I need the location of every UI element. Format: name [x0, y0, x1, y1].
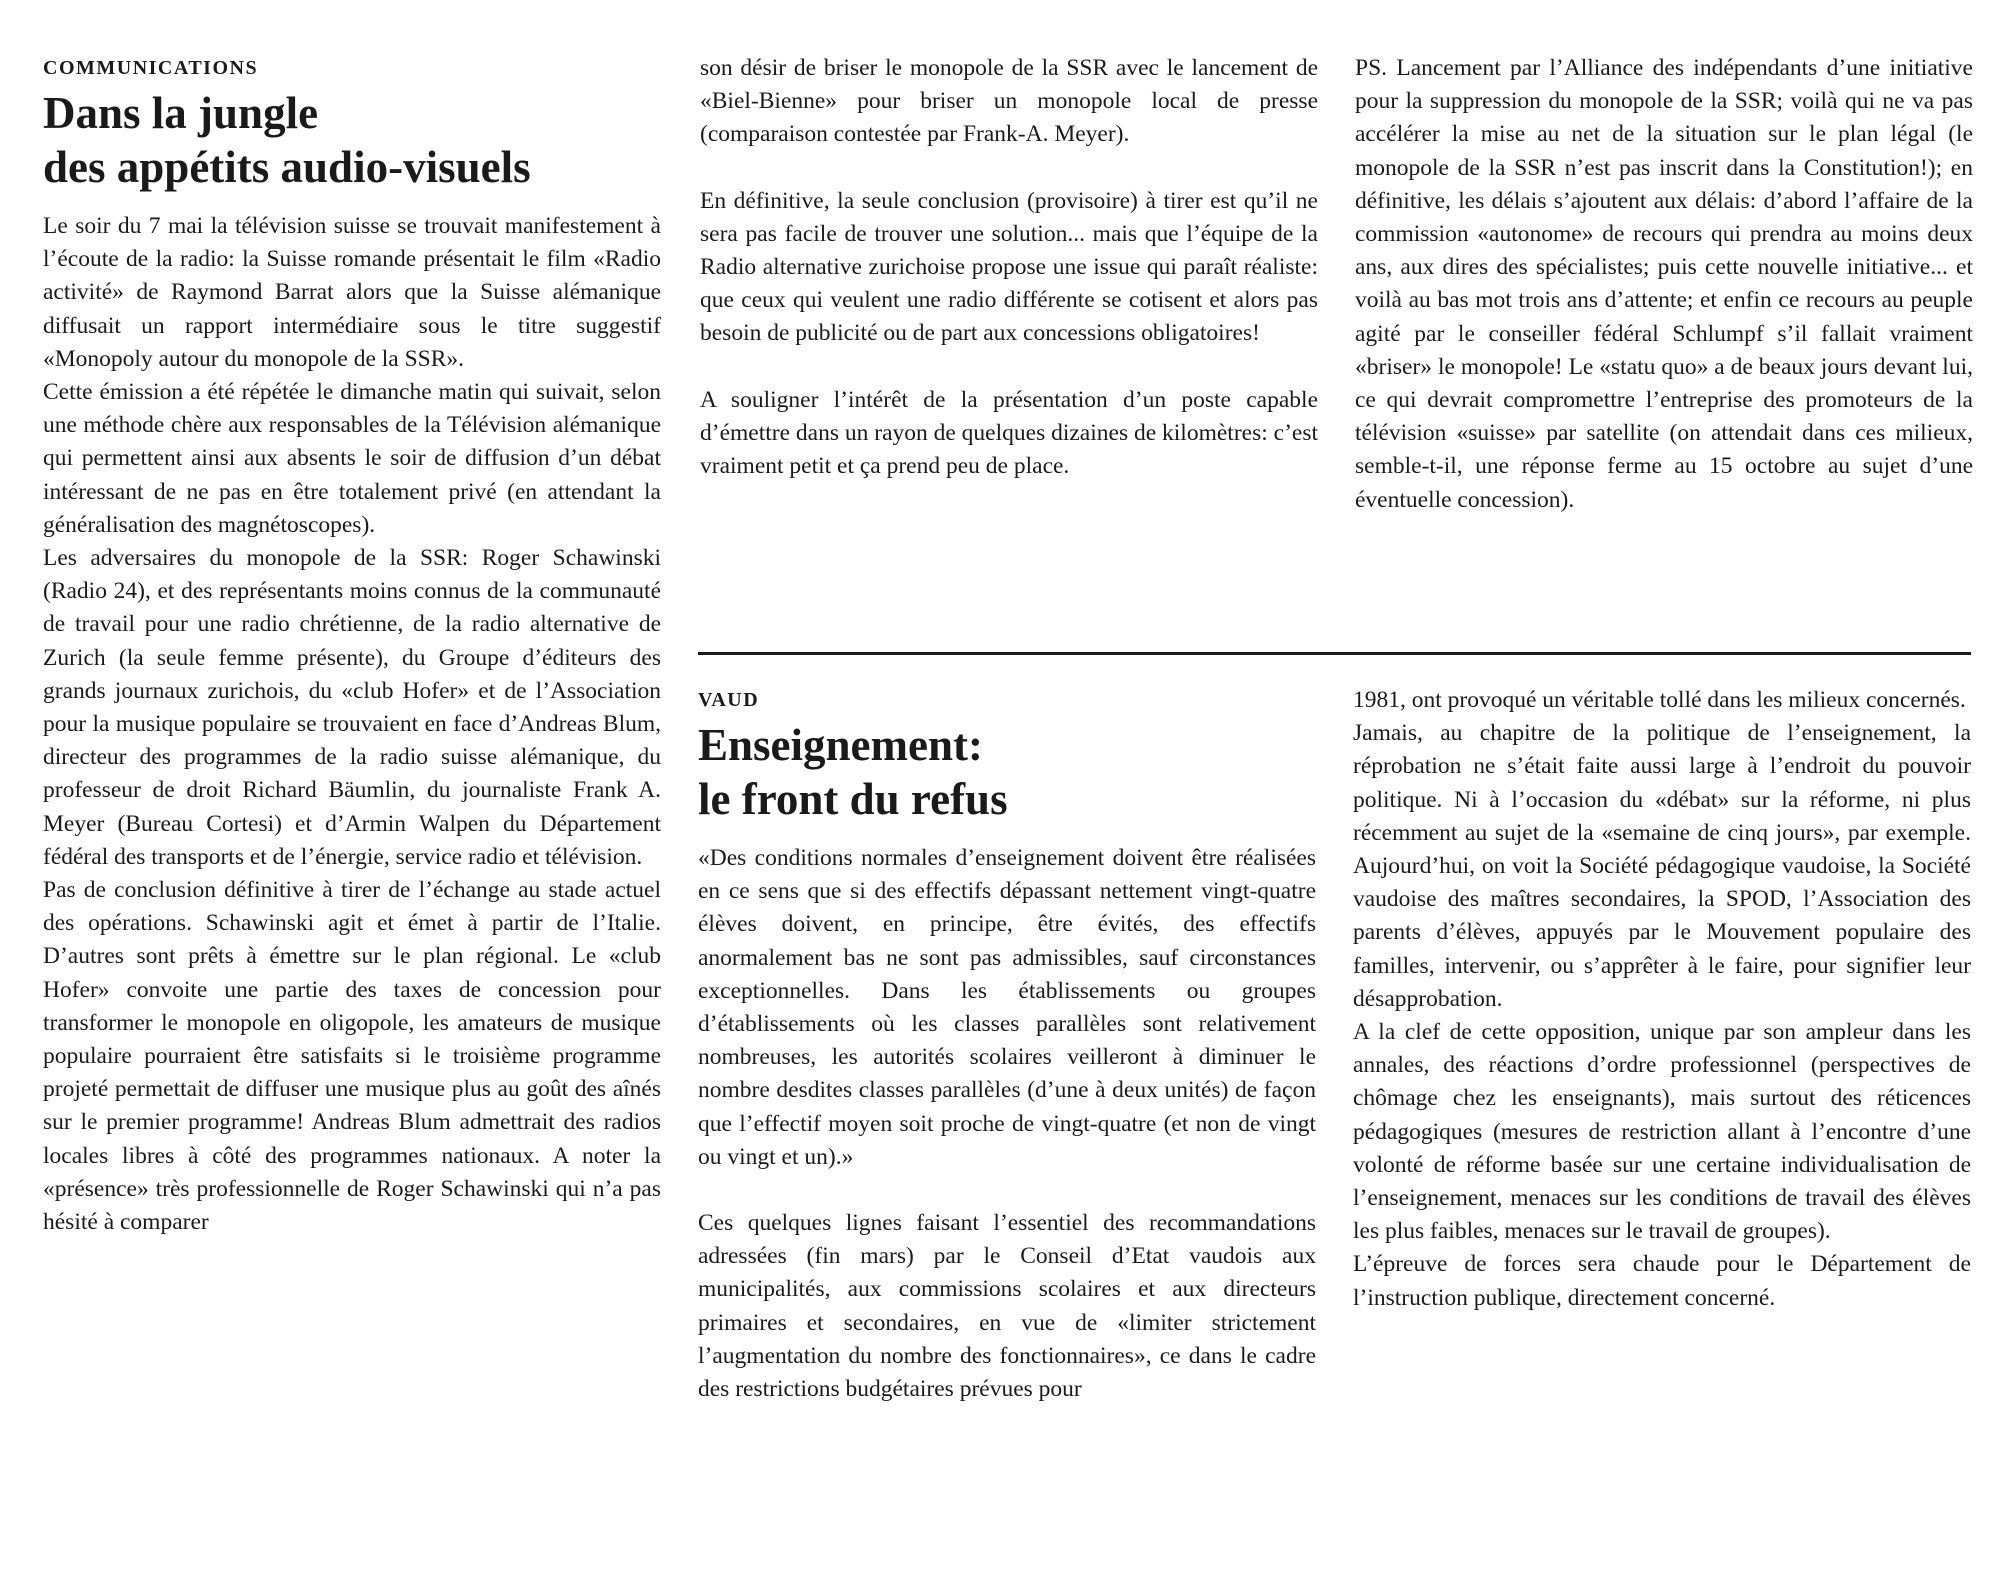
article2-paragraph: L’épreuve de forces sera chaude pour le Département de l’instruction publique, directement concerné.	[1353, 1251, 1971, 1311]
article1-paragraph: Le soir du 7 mai la télévision suisse se trouvait manifestement à l’écoute de la radio: la Suisse romande présentait le film «Radio activité» de Raymond Barrat alors que la Suisse alémanique diffusait un rapport intermédiaire sous le titre suggestif «Monopoly autour du monopole de la SSR».	[43, 213, 661, 372]
article2-paragraph: Jamais, au chapitre de la politique de l’enseignement, la réprobation ne s’était faite aussi large à l’endroit du pouvoir politique. Ni à l’occasion du «débat» sur la réforme, ni plus récemment au sujet de la «semaine de cinq jours», par exemple. Aujourd’hui, on voit la Société pédagogique vaudoise, la Société vaudoise des maîtres secondaires, la SPOD, l’Association des parents d’élèves, appuyés par le Mouvement populaire des familles, intervenir, ou s’apprêter à le faire, pour signifier leur désapprobation.	[1353, 720, 1971, 1012]
article2-paragraph: Ces quelques lignes faisant l’essentiel des recommandations adressées (fin mars) par le Conseil d’Etat vaudois aux municipalités, aux commissions scolaires et aux directeurs primaires et secondaires, en vue de «limiter strictement l’augmentation du nombre des fonctionnaires», ce dans le cadre des restrictions budgétaires prévues pour	[698, 1210, 1316, 1403]
article1-paragraph: A souligner l’intérêt de la présentation d’un poste capable d’émettre dans un rayon de quelques dizaines de kilomètres: c’est vraiment petit et ça prend peu de place.	[700, 386, 1318, 480]
article1-paragraph: Pas de conclusion définitive à tirer de l’échange au stade actuel des opérations. Schawinski agit et émet à partir de l’Italie. D’autres sont prêts à émettre sur le plan régional. Le «club Hofer» convoite une partie des taxes de concession pour transformer le monopole en oligopole, les amateurs de musique populaire pourraient être satisfaits si le troisième programme projeté permettait de diffuser une musique plus au goût des aînés sur le premier programme! Andreas Blum admettrait des radios locales libres à côté des programmes nationaux. A noter la «présence» très professionnelle de Roger Schawinski qui n’a pas hésité à comparer	[43, 877, 661, 1236]
article1-paragraph: Cette émission a été répétée le dimanche matin qui suivait, selon une méthode chère aux responsables de la Télévision alémanique qui permettent ainsi aux absents le soir de diffusion d’un débat intéressant de ne pas en être totalement privé (en attendant la généralisation des magnétoscopes).	[43, 379, 661, 538]
article1-paragraph: Les adversaires du monopole de la SSR: Roger Schawinski (Radio 24), et des représentants moins connus de la communauté de travail pour une radio chrétienne, de la radio alternative de Zurich (la seule femme présente), du Groupe d’éditeurs des grands journaux zurichois, du «club Hofer» et de l’Association pour la musique populaire se trouvaient en face d’Andreas Blum, directeur des programmes de la radio suisse alémanique, du professeur de droit Richard Bäumlin, du journaliste Frank A. Meyer (Bureau Cortesi) et d’Armin Walpen du Département fédéral des transports et de l’énergie, service radio et télévision.	[43, 545, 661, 870]
article1-paragraph: son désir de briser le monopole de la SSR avec le lancement de «Biel-Bienne» pour briser un monopole local de presse (comparaison contestée par Frank-A. Meyer).	[700, 55, 1318, 148]
article2-column3	[1353, 684, 1971, 1315]
article1-paragraph: En définitive, la seule conclusion (provisoire) à tirer est qu’il ne sera pas facile de trouver une solution... mais que l’équipe de la Radio alternative zurichoise propose une issue qui paraît réaliste: que ceux qui veulent une radio différente se cotisent et alors pas besoin de publicité ou de part aux concessions obligatoires!	[700, 187, 1318, 347]
article1-column2	[700, 52, 1318, 483]
section-divider	[698, 652, 1971, 655]
article2-column2	[698, 688, 1316, 1406]
article2-paragraph: A la clef de cette opposition, unique par son ampleur dans les annales, des réactions d’ordre professionnel (perspectives de chômage chez les enseignants), mais surtout des réticences pédagogiques (mesures de restriction allant à l’encontre d’une volonté de réforme basée sur une certaine individualisation de l’enseignement, menaces sur les conditions de travail des élèves les plus faibles, menaces sur le travail de groupes).	[1353, 1019, 1971, 1245]
article2-headline	[698, 718, 1316, 826]
article1-column1	[43, 56, 661, 1239]
article2-paragraph: 1981, ont provoqué un véritable tollé dans les milieux concernés.	[1353, 687, 1966, 713]
article1-column3	[1355, 52, 1973, 517]
article1-headline-line2: des appétits audio-visuels	[43, 142, 531, 192]
article2-kicker: VAUD	[698, 689, 760, 711]
article2-headline-line1: Enseignement:	[698, 720, 983, 770]
article1-headline	[43, 86, 661, 194]
article2-headline-line2: le front du refus	[698, 774, 1008, 824]
article1-kicker: COMMUNICATIONS	[43, 57, 259, 79]
article1-postscript: PS. Lancement par l’Alliance des indépendants d’une initiative pour la suppression du monopole de la SSR; voilà qui ne va pas accélérer la mise au net de la situation sur le plan légal (le monopole de la SSR n’est pas inscrit dans la Constitution!); en définitive, les délais s’ajoutent aux délais: d’abord l’affaire de la commission «autonome» de recours qui prendra au moins deux ans, aux dires des spécialistes; puis cette nouvelle initiative... et voilà au bas mot trois ans d’attente; et enfin ce recours au peuple agité par le conseiller fédéral Schlumpf s’il fallait vraiment «briser» le monopole! Le «statu quo» a de beaux jours devant lui, ce qui devrait compromettre l’entreprise des promoteurs de la télévision «suisse» par satellite (on attendait dans ces milieux, semble-t-il, une réponse ferme au 15 octobre au sujet d’une éventuelle concession).	[1355, 55, 1973, 513]
article1-headline-line1: Dans la jungle	[43, 88, 319, 138]
article2-paragraph: «Des conditions normales d’enseignement doivent être réalisées en ce sens que si des effectifs dépassant nettement vingt-quatre élèves doivent, en principe, être évités, des effectifs anormalement bas ne sont pas admissibles, sauf circonstances exceptionnelles. Dans les établissements ou groupes d’établissements où les classes parallèles sont relativement nombreuses, les autorités scolaires veilleront à diminuer le nombre desdites classes parallèles (d’une à deux unités) de façon que l’effectif moyen soit proche de vingt-quatre (et non de vingt ou vingt et un).»	[698, 845, 1316, 1170]
